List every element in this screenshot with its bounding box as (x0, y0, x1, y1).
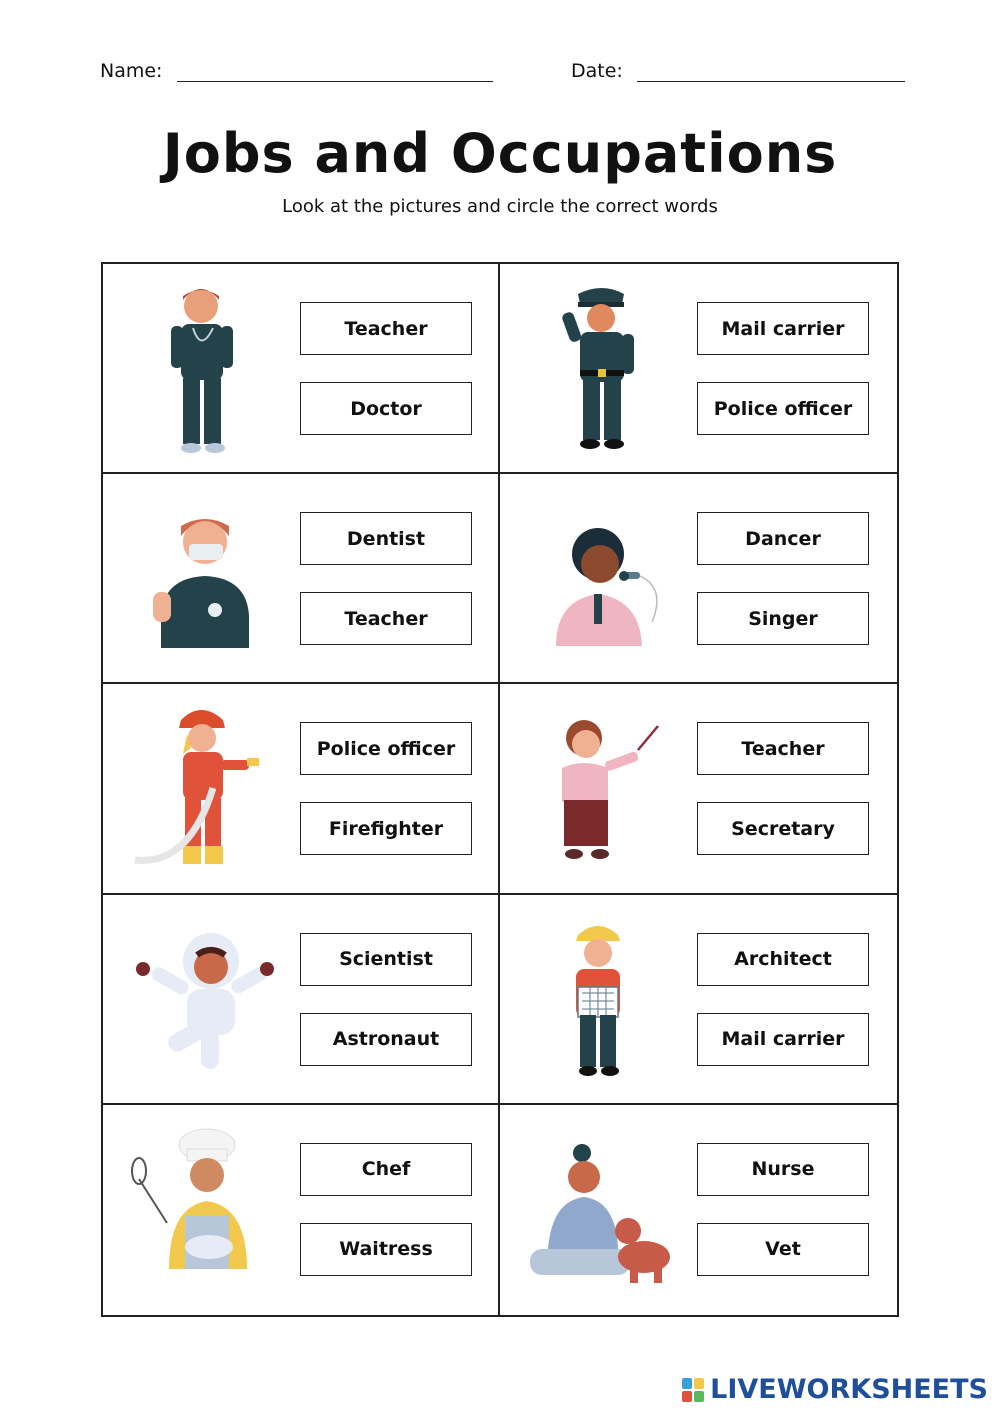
astronaut-figure (129, 909, 279, 1089)
worksheet-title: Jobs and Occupations (162, 122, 838, 185)
answer-option[interactable]: Singer (697, 592, 869, 645)
firefighter-figure (129, 698, 279, 878)
answer-option[interactable]: Vet (697, 1223, 869, 1276)
brand-name: LIVEWORKSHEETS (710, 1374, 988, 1405)
exercise-cell (103, 895, 500, 1105)
teacher-figure (526, 698, 676, 878)
answer-option[interactable]: Architect (697, 933, 869, 986)
answer-option[interactable]: Secretary (697, 802, 869, 855)
dentist-figure (129, 488, 279, 668)
answer-option[interactable]: Police officer (697, 382, 869, 435)
answer-option[interactable]: Nurse (697, 1143, 869, 1196)
police-officer-figure (526, 278, 676, 458)
name-row (100, 60, 493, 82)
answer-option[interactable]: Scientist (300, 933, 472, 986)
exercise-cell (103, 474, 500, 684)
exercise-cell (103, 684, 500, 894)
answer-option[interactable]: Waitress (300, 1223, 472, 1276)
answer-option[interactable]: Mail carrier (697, 302, 869, 355)
name-field[interactable] (177, 63, 493, 82)
answer-option[interactable]: Firefighter (300, 802, 472, 855)
date-field[interactable] (637, 63, 905, 82)
singer-figure (526, 488, 676, 668)
answer-option[interactable]: Police officer (300, 722, 472, 775)
answer-option[interactable]: Dancer (697, 512, 869, 565)
doctor-figure (129, 278, 279, 458)
answer-option[interactable]: Dentist (300, 512, 472, 565)
chef-figure (129, 1119, 279, 1299)
date-row (571, 60, 905, 82)
answer-option[interactable]: Astronaut (300, 1013, 472, 1066)
exercise-cell (500, 895, 897, 1105)
exercise-grid (101, 262, 899, 1317)
answer-option[interactable]: Teacher (697, 722, 869, 775)
exercise-cell (500, 684, 897, 894)
answer-option[interactable]: Chef (300, 1143, 472, 1196)
exercise-cell (103, 264, 500, 474)
liveworksheets-logo-icon (682, 1378, 704, 1402)
exercise-cell (500, 474, 897, 684)
name-label: Name: (100, 60, 163, 82)
vet-figure (526, 1119, 676, 1299)
architect-figure (526, 909, 676, 1089)
answer-option[interactable]: Teacher (300, 592, 472, 645)
answer-option[interactable]: Mail carrier (697, 1013, 869, 1066)
answer-option[interactable]: Teacher (300, 302, 472, 355)
worksheet-instructions: Look at the pictures and circle the correct words (282, 196, 718, 217)
exercise-cell (500, 1105, 897, 1315)
date-label: Date: (571, 60, 623, 82)
liveworksheets-logo (682, 1374, 988, 1405)
answer-option[interactable]: Doctor (300, 382, 472, 435)
exercise-cell (500, 264, 897, 474)
exercise-cell (103, 1105, 500, 1315)
